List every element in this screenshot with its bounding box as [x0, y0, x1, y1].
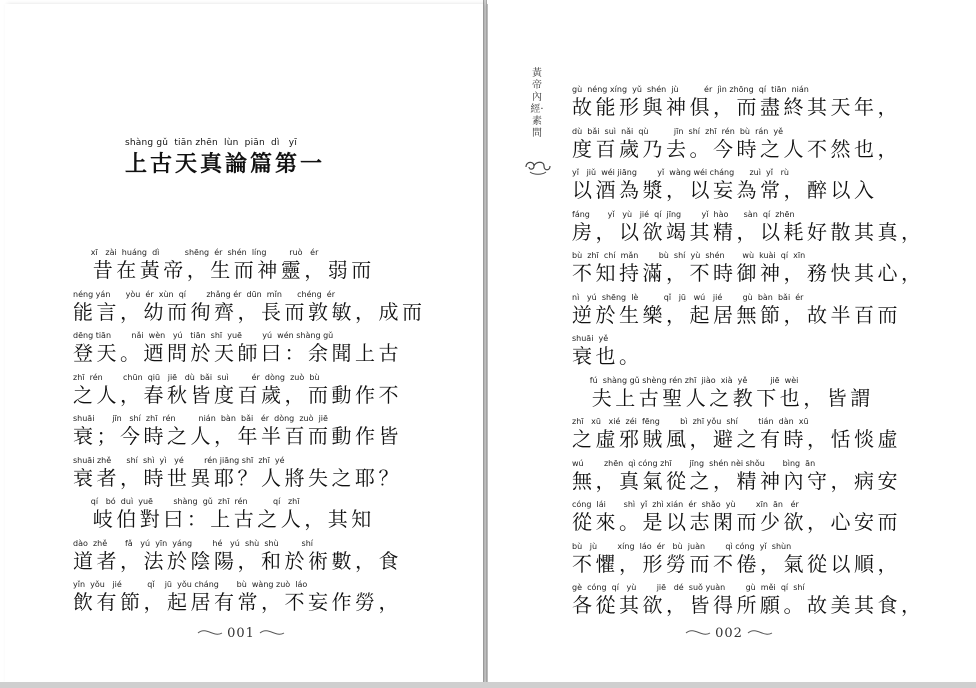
text-line [572, 84, 901, 119]
chinese-text: 衰；今時之人，年半百而動作皆 [73, 424, 402, 448]
pinyin-annotation: wú zhēn qì cóng zhī jīng shén nèi shǒu bìng ān [572, 458, 816, 468]
chinese-text: 夫上古聖人之教下也，皆謂 [572, 385, 874, 410]
pinyin-annotation: zhī rén chūn qiū jiē dù bǎi suì ér dòng zuò bù [73, 372, 320, 382]
chinese-text: 之人，春秋皆度百歲，而動作不 [73, 382, 402, 407]
page-number-ornament-icon [196, 624, 286, 642]
text-line [572, 416, 901, 451]
pinyin-annotation: dēng tiān nǎi wèn yú tiān shī yuē yú wén shàng gǔ [73, 331, 334, 340]
chapter-title [125, 138, 345, 178]
chinese-text: 故能形與神俱，而盡終其天年， [572, 95, 901, 119]
pinyin-annotation: gè cóng qí yù jiē dé suǒ yuàn gù měi qí shí [572, 583, 805, 592]
page-bottom-edge [0, 682, 976, 688]
text-line [73, 289, 426, 324]
chinese-text: 度百歲乃去。今時之人不然也， [572, 136, 901, 161]
chinese-text: 不懼，形勞而不倦，氣從以順， [572, 551, 901, 576]
chinese-text: 房，以欲竭其精，以耗好散其真， [572, 219, 925, 244]
chinese-text: 能言，幼而徇齊，長而敦敏，成而 [73, 299, 426, 324]
page-number-left-text: 001 [227, 626, 255, 641]
pinyin-annotation: xī zài huáng dì shēng ér shén líng ruò ér [73, 248, 319, 257]
text-line [73, 372, 402, 407]
text-line [572, 541, 901, 576]
text-line [572, 250, 925, 285]
chinese-text: 登天。迺問於天師曰：余聞上古 [73, 341, 402, 365]
text-line [73, 579, 402, 614]
chinese-text: 各從其欲，皆得所願。故美其食， [572, 593, 925, 617]
chinese-text: 不知持滿，不時御神，務快其心， [572, 261, 925, 285]
text-line [73, 496, 375, 531]
chinese-text: 飲有節，起居有常，不妄作勞， [73, 590, 402, 614]
pinyin-annotation: zhī xū xié zéi fēng bì zhī yǒu shí tián dàn xū [572, 417, 809, 426]
text-line [572, 375, 874, 410]
pinyin-annotation: fáng yǐ yù jié qí jīng yǐ hào sàn qí zhēn [572, 209, 795, 219]
text-line [572, 167, 878, 202]
chinese-text: 無，真氣從之，精神內守，病安 [572, 468, 901, 493]
text-line [572, 209, 925, 244]
text-line [73, 247, 375, 282]
text-line [572, 458, 901, 493]
page-number-left [196, 622, 286, 641]
pinyin-annotation: shuāi jīn shí zhī rén nián bàn bǎi ér dòng zuò jiē [73, 414, 328, 423]
pinyin-annotation: qí bó duì yuē shàng gǔ zhī rén qí zhī [73, 497, 300, 506]
chinese-text: 從來。是以志閑而少欲，心安而 [572, 510, 901, 534]
pinyin-annotation: fú shàng gǔ shèng rén zhī jiào xià yě jiē wèi [572, 375, 799, 385]
text-line [73, 538, 402, 573]
text-line [572, 126, 901, 161]
pinyin-annotation: dào zhě fǎ yú yīn yáng hé yú shù shù shí [73, 538, 313, 548]
pinyin-annotation: shuāi yě [572, 334, 609, 343]
text-line [572, 292, 901, 327]
pinyin-annotation: bù jù xíng láo ér bù juàn qì cóng yǐ shùn [572, 541, 792, 551]
running-head: 黃帝內經·素問 [530, 68, 544, 139]
text-line [572, 499, 901, 534]
pinyin-annotation: yǐn yǒu jié qǐ jū yǒu cháng bù wàng zuò láo [73, 580, 308, 589]
page-number-right [684, 622, 774, 641]
chapter-title-pinyin: shàng gǔ tiān zhēn lùn piān dì yī [125, 138, 298, 148]
pinyin-annotation: nì yú shēng lè qǐ jū wú jié gù bàn bǎi ér [572, 292, 804, 302]
pinyin-annotation: gù néng xíng yǔ shén jù ér jìn zhōng qí tiān nián [572, 85, 809, 94]
chinese-text: 衰也。 [572, 344, 643, 368]
text-line [73, 455, 402, 490]
chinese-text: 岐伯對曰：上古之人，其知 [73, 507, 375, 531]
page-number-right-text: 002 [715, 626, 743, 641]
chinese-text: 衰者，時世異耶？人將失之耶？ [73, 465, 402, 490]
chinese-text: 逆於生樂，起居無節，故半百而 [572, 302, 901, 327]
chinese-text: 道者，法於陰陽，和於術數，食 [73, 548, 402, 573]
pinyin-annotation: cóng lái shì yǐ zhì xián ér shǎo yù xīn ān ér [572, 500, 799, 509]
text-line [572, 333, 643, 368]
chapter-title-text: 上古天真論篇第一 [125, 151, 326, 177]
cloud-ornament-icon [524, 158, 552, 176]
pinyin-annotation: shuāi zhě shí shì yì yé rén jiāng shī zhī yé [73, 455, 285, 465]
page-number-ornament-icon [684, 624, 774, 642]
pinyin-annotation: dù bǎi suì nǎi qù jīn shí zhī rén bù rán yě [572, 126, 784, 136]
chinese-text: 以酒為漿，以妄為常，醉以入 [572, 178, 878, 202]
text-line [73, 330, 402, 365]
pinyin-annotation: bù zhī chí mǎn bù shí yù shén wù kuài qí xīn [572, 251, 806, 260]
text-line [572, 582, 925, 617]
chinese-text: 之虛邪賊風，避之有時，恬惔虛 [572, 427, 901, 451]
text-line [73, 413, 402, 448]
pinyin-annotation: néng yán yòu ér xùn qí zhǎng ér dūn mǐn chéng ér [73, 289, 335, 299]
pinyin-annotation: yǐ jiǔ wéi jiāng yǐ wàng wéi cháng zuì yǐ rù [572, 168, 789, 177]
chinese-text: 昔在黃帝，生而神靈，弱而 [73, 258, 375, 282]
